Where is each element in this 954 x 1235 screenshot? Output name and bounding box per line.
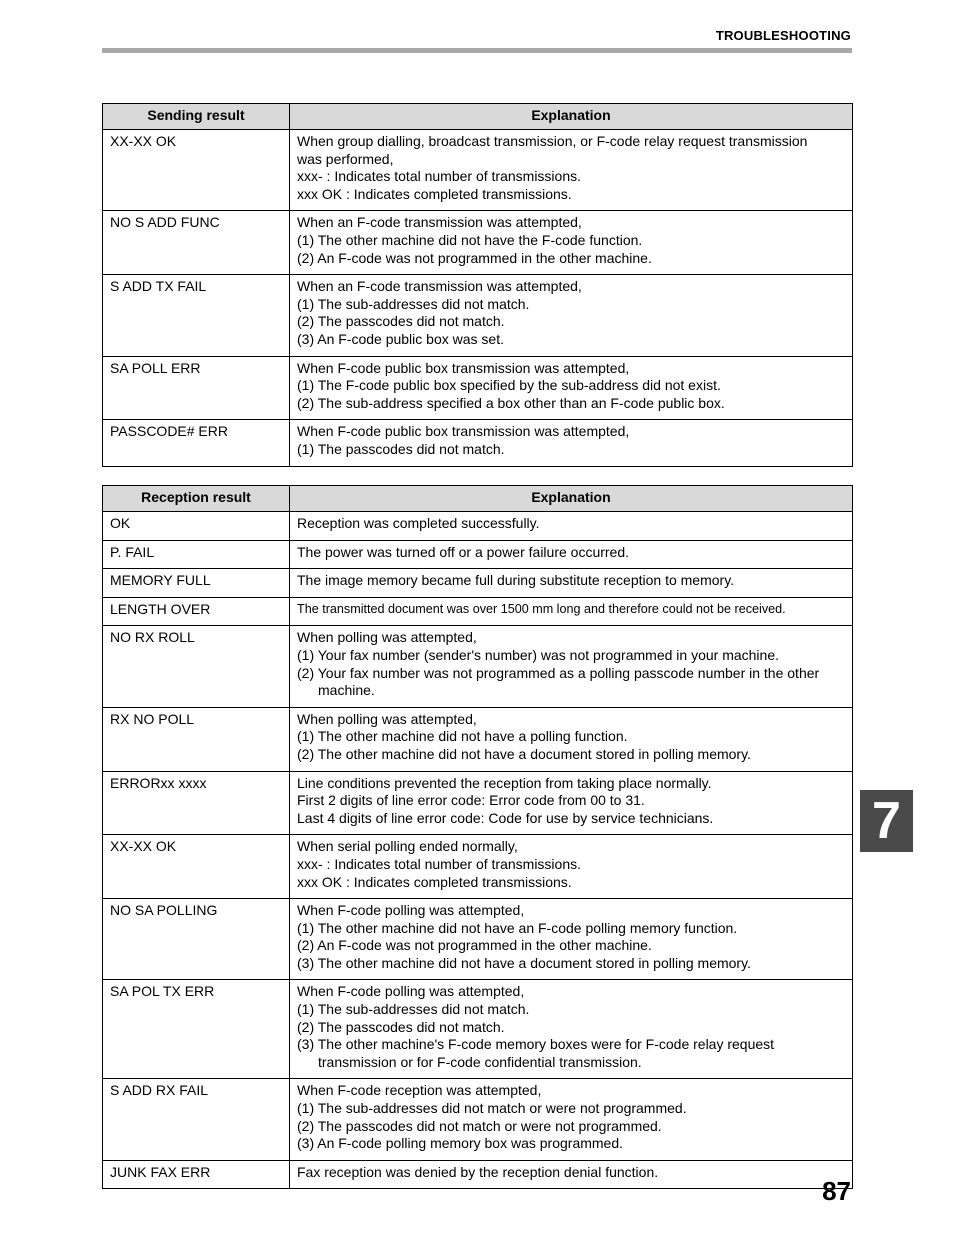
table-row <box>103 980 853 1079</box>
table-header-row <box>103 486 853 512</box>
result-code-cell: SA POLL ERR <box>103 356 290 420</box>
table-row <box>103 130 853 211</box>
table-row <box>103 211 853 275</box>
explanation-line: (2) The passcodes did not match. <box>297 313 505 330</box>
explanation-cell <box>290 1160 853 1189</box>
explanation-line: When F-code reception was attempted, <box>297 1082 542 1099</box>
explanation-line: (1) The sub-addresses did not match. <box>297 295 530 312</box>
column-header-explanation: Explanation <box>290 104 853 130</box>
explanation-line: (3) The other machine's F-code memory boxes were for F-code relay request <box>297 1036 775 1053</box>
explanation-line: Reception was completed successfully. <box>297 515 540 531</box>
explanation-cell <box>290 707 853 771</box>
explanation-line: The transmitted document was over 1500 mm long and therefore could not be received. <box>297 601 786 616</box>
explanation-cell <box>290 835 853 899</box>
explanation-cell <box>290 597 853 626</box>
table-header-row <box>103 104 853 130</box>
explanation-cell <box>290 771 853 835</box>
sending-result-table <box>102 103 853 467</box>
explanation-line: (3) An F-code polling memory box was programmed. <box>297 1135 624 1152</box>
result-code-cell: S ADD RX FAIL <box>103 1079 290 1160</box>
table-row <box>103 356 853 420</box>
result-code-cell: LENGTH OVER <box>103 597 290 626</box>
explanation-line: When F-code polling was attempted, <box>297 902 525 919</box>
table-row <box>103 569 853 598</box>
result-code-cell: S ADD TX FAIL <box>103 275 290 356</box>
explanation-cell <box>290 540 853 569</box>
result-code-cell: NO S ADD FUNC <box>103 211 290 275</box>
explanation-line: When an F-code transmission was attempted, <box>297 214 582 231</box>
explanation-line: (2) An F-code was not programmed in the other machine. <box>297 249 652 266</box>
explanation-cell <box>290 569 853 598</box>
explanation-line: xxx- : Indicates total number of transmissions. <box>297 855 581 872</box>
explanation-line: (1) The other machine did not have an F-code polling memory function. <box>297 919 738 936</box>
explanation-line: When F-code polling was attempted, <box>297 983 525 1000</box>
explanation-line: (2) Your fax number was not programmed as a polling passcode number in the other <box>297 664 820 681</box>
explanation-cell <box>290 1079 853 1160</box>
explanation-line: First 2 digits of line error code: Error code from 00 to 31. <box>297 792 645 809</box>
result-code-cell: NO RX ROLL <box>103 626 290 707</box>
explanation-line: (1) The passcodes did not match. <box>297 440 505 457</box>
result-code-cell: XX-XX OK <box>103 130 290 211</box>
explanation-cell <box>290 512 853 541</box>
explanation-line: (1) The other machine did not have a polling function. <box>297 728 628 745</box>
table-row <box>103 420 853 466</box>
result-code-cell: RX NO POLL <box>103 707 290 771</box>
explanation-line: Fax reception was denied by the reception denial function. <box>297 1163 659 1180</box>
explanation-line: (2) The sub-address specified a box other than an F-code public box. <box>297 394 725 411</box>
explanation-cell <box>290 980 853 1079</box>
explanation-line: transmission or for F-code confidential transmission. <box>318 1053 642 1070</box>
explanation-line: was performed, <box>297 150 394 167</box>
table-row <box>103 275 853 356</box>
result-code-cell: P. FAIL <box>103 540 290 569</box>
explanation-line: Line conditions prevented the reception from taking place normally. <box>297 774 712 791</box>
explanation-line: When F-code public box transmission was attempted, <box>297 423 630 440</box>
explanation-line: When polling was attempted, <box>297 629 477 646</box>
page-number: 87 <box>822 1176 851 1206</box>
result-code-cell: JUNK FAX ERR <box>103 1160 290 1189</box>
explanation-line: Last 4 digits of line error code: Code for use by service technicians. <box>297 809 714 826</box>
explanation-cell <box>290 130 853 211</box>
explanation-cell <box>290 211 853 275</box>
table-row <box>103 512 853 541</box>
reception-result-table <box>102 485 853 1189</box>
result-code-cell: XX-XX OK <box>103 835 290 899</box>
sending-table-body <box>103 130 853 467</box>
explanation-line: When F-code public box transmission was attempted, <box>297 359 630 376</box>
table-row <box>103 1160 853 1189</box>
explanation-line: (3) An F-code public box was set. <box>297 330 504 347</box>
explanation-line: When serial polling ended normally, <box>297 838 518 855</box>
chapter-tab: 7 <box>860 790 913 852</box>
explanation-line: (3) The other machine did not have a document stored in polling memory. <box>297 954 751 971</box>
column-header-explanation: Explanation <box>290 486 853 512</box>
explanation-cell <box>290 626 853 707</box>
explanation-line: When group dialling, broadcast transmission, or F-code relay request transmission <box>297 133 808 149</box>
table-row <box>103 771 853 835</box>
explanation-line: (1) The other machine did not have the F-code function. <box>297 231 643 248</box>
column-header-result: Sending result <box>103 104 290 130</box>
table-row <box>103 540 853 569</box>
header-divider <box>102 48 852 53</box>
result-code-cell: ERRORxx xxxx <box>103 771 290 835</box>
result-code-cell: MEMORY FULL <box>103 569 290 598</box>
result-code-cell: SA POL TX ERR <box>103 980 290 1079</box>
explanation-line: (2) The other machine did not have a document stored in polling memory. <box>297 745 751 762</box>
explanation-cell <box>290 420 853 466</box>
explanation-line: The power was turned off or a power failure occurred. <box>297 543 630 560</box>
explanation-line: (1) The sub-addresses did not match or were not programmed. <box>297 1100 687 1117</box>
explanation-line: The image memory became full during substitute reception to memory. <box>297 572 735 589</box>
explanation-line: xxx OK : Indicates completed transmissions. <box>297 185 572 202</box>
section-title: TROUBLESHOOTING <box>715 28 851 43</box>
table-row <box>103 707 853 771</box>
explanation-cell <box>290 275 853 356</box>
explanation-line: When polling was attempted, <box>297 710 477 727</box>
explanation-line: (1) The F-code public box specified by the sub-address did not exist. <box>297 377 721 394</box>
table-row <box>103 626 853 707</box>
explanation-line: xxx OK : Indicates completed transmissions. <box>297 873 572 890</box>
explanation-cell <box>290 356 853 420</box>
explanation-line: (2) The passcodes did not match or were not programmed. <box>297 1117 662 1134</box>
table-row <box>103 597 853 626</box>
result-code-cell: NO SA POLLING <box>103 899 290 980</box>
result-code-cell: OK <box>103 512 290 541</box>
explanation-line: When an F-code transmission was attempted, <box>297 278 582 295</box>
explanation-line: xxx- : Indicates total number of transmissions. <box>297 168 581 185</box>
explanation-line: (1) The sub-addresses did not match. <box>297 1001 530 1018</box>
reception-table-body <box>103 512 853 1189</box>
table-row <box>103 835 853 899</box>
table-row <box>103 899 853 980</box>
table-row <box>103 1079 853 1160</box>
explanation-line: (2) An F-code was not programmed in the other machine. <box>297 937 652 954</box>
explanation-line: (2) The passcodes did not match. <box>297 1018 505 1035</box>
explanation-cell <box>290 899 853 980</box>
explanation-line: machine. <box>318 682 375 699</box>
column-header-result: Reception result <box>103 486 290 512</box>
explanation-line: (1) Your fax number (sender's number) was not programmed in your machine. <box>297 646 780 663</box>
result-code-cell: PASSCODE# ERR <box>103 420 290 466</box>
